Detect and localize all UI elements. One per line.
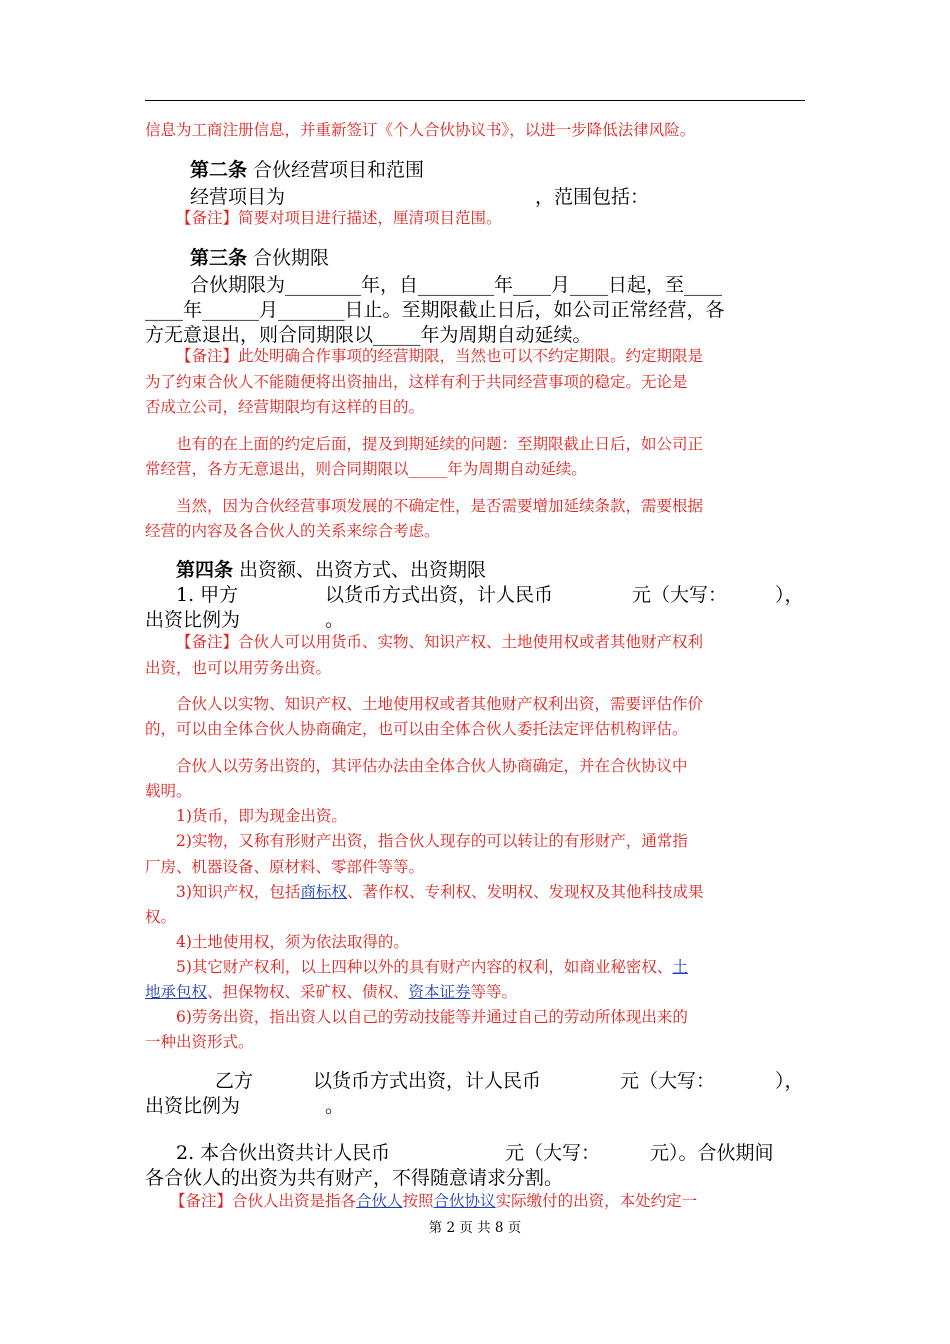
- land-contract-link[interactable]: 地承包权: [145, 983, 208, 1001]
- note-text: 、著作权、专利权、发明权、发现权及其他科技成果: [346, 883, 704, 901]
- note-line: [145, 980, 517, 1002]
- note-line: 【备注】合伙人可以用货币、实物、知识产权、土地使用权或者其他财产权利: [176, 633, 704, 651]
- article-title: 出资额、出资方式、出资期限: [233, 559, 487, 581]
- text-line: ____年______月_______日止。至期限截止日后，如公司正常经营，各: [145, 299, 725, 321]
- note-line: 4)土地使用权，须为依法取得的。: [176, 933, 409, 951]
- article-number: 第二条: [190, 159, 248, 181]
- note-line: 【备注】此处明确合作事项的经营期限，当然也可以不约定期限。约定期限是: [176, 347, 704, 365]
- note-line: 厂房、机器设备、原材料、零部件等等。: [145, 858, 425, 876]
- note-line: 2)实物，又称有形财产出资，指合伙人现存的可以转让的有形财产，通常指: [176, 832, 688, 850]
- note-line: 【备注】简要对项目进行描述，厘清项目范围。: [176, 209, 502, 227]
- note-text: 等等。: [470, 983, 518, 1001]
- text-line: 元（大写：: [632, 584, 728, 606]
- note-line: 合伙人以劳务出资的，其评估办法由全体合伙人协商确定，并在合伙协议中: [176, 757, 688, 775]
- note-line: 经营的内容及各合伙人的关系来综合考虑。: [145, 522, 440, 540]
- note-text: 5)其它财产权利，以上四种以外的具有财产内容的权利，如商业秘密权、: [176, 958, 673, 976]
- article-title: 合伙期限: [247, 247, 330, 269]
- note-line: [176, 955, 688, 977]
- text-line: 出资比例为: [145, 609, 241, 631]
- note-line: 1)货币，即为现金出资。: [176, 807, 347, 825]
- text-line: 1. 甲方: [176, 584, 239, 606]
- note-line: 为了约束合伙人不能随便将出资抽出，这样有利于共同经营事项的稳定。无论是: [145, 373, 688, 391]
- text-line: ，范围包括：: [535, 186, 650, 208]
- note-line: 也有的在上面的约定后面，提及到期延续的问题：至期限截止日后，如公司正: [176, 435, 704, 453]
- note-line: 常经营，各方无意退出，则合同期限以_____年为周期自动延续。: [145, 460, 587, 478]
- note-line: 当然，因为合伙经营事项发展的不确定性，是否需要增加延续条款，需要根据: [176, 497, 704, 515]
- article-3-heading: [190, 243, 329, 270]
- text-line: 方无意退出，则合同期限以_____年为周期自动延续。: [145, 324, 592, 346]
- article-2-heading: [190, 155, 424, 182]
- note-line: 一种出资形式。: [145, 1033, 254, 1051]
- note-line: 载明。: [145, 782, 192, 800]
- note-text: 、担保物权、采矿权、债权、: [207, 983, 409, 1001]
- note-text: 实际缴付的出资，本处约定一: [495, 1192, 698, 1210]
- text-line: 。: [325, 609, 345, 631]
- article-number: 第四条: [176, 559, 234, 581]
- note-line: 合伙人以实物、知识产权、土地使用权或者其他财产权利出资，需要评估作价: [176, 695, 704, 713]
- text-line: ），: [775, 1070, 804, 1092]
- trademark-link[interactable]: 商标权: [300, 883, 347, 901]
- article-title: 合伙经营项目和范围: [247, 159, 425, 181]
- text-line: 乙方: [215, 1070, 254, 1092]
- note-line: 6)劳务出资，指出资人以自己的劳动技能等并通过自己的劳动所体现出来的: [176, 1008, 688, 1026]
- note-line: 权。: [145, 908, 177, 926]
- text-line: 出资比例为: [145, 1095, 241, 1117]
- header-rule: [145, 100, 805, 101]
- text-line: 以货币方式出资，计人民币: [313, 1070, 542, 1092]
- text-line: 元（大写：: [505, 1142, 601, 1164]
- note-text: 3)知识产权，包括: [176, 883, 301, 901]
- note-line: 否成立公司，经营期限均有这样的目的。: [145, 398, 425, 416]
- note-line: [176, 880, 703, 902]
- article-4-heading: [176, 555, 486, 582]
- text-line: 以货币方式出资，计人民币: [325, 584, 554, 606]
- text-line: 合伙期限为________年，自________年____月____日起，至____: [190, 274, 723, 296]
- partner-link[interactable]: 合伙人: [356, 1192, 403, 1210]
- partnership-agreement-link[interactable]: 合伙协议: [433, 1192, 496, 1210]
- note-text: 【备注】合伙人出资是指各: [170, 1192, 357, 1210]
- page-footer: 第 2 页 共 8 页: [428, 1220, 522, 1236]
- text-line: 元）。合伙期间: [650, 1142, 774, 1164]
- note-text: 按照: [402, 1192, 434, 1210]
- text-line: 各合伙人的出资为共有财产，不得随意请求分割。: [145, 1167, 564, 1189]
- note-line: 的，可以由全体合伙人协商确定，也可以由全体合伙人委托法定评估机构评估。: [145, 720, 688, 738]
- text-line: 2. 本合伙出资共计人民币: [176, 1142, 391, 1164]
- text-line: 经营项目为: [190, 186, 286, 208]
- text-line: 。: [325, 1095, 345, 1117]
- note-line: 出资，也可以用劳务出资。: [145, 659, 332, 677]
- land-contract-link[interactable]: 土: [672, 958, 688, 976]
- capital-securities-link[interactable]: 资本证券: [408, 983, 471, 1001]
- text-line: ），: [775, 584, 804, 606]
- note-line: [170, 1189, 697, 1211]
- text-line: 信息为工商注册信息，并重新签订《个人合伙协议书》，以进一步降低法律风险。: [145, 121, 696, 139]
- text-line: 元（大写：: [620, 1070, 716, 1092]
- article-number: 第三条: [190, 247, 248, 269]
